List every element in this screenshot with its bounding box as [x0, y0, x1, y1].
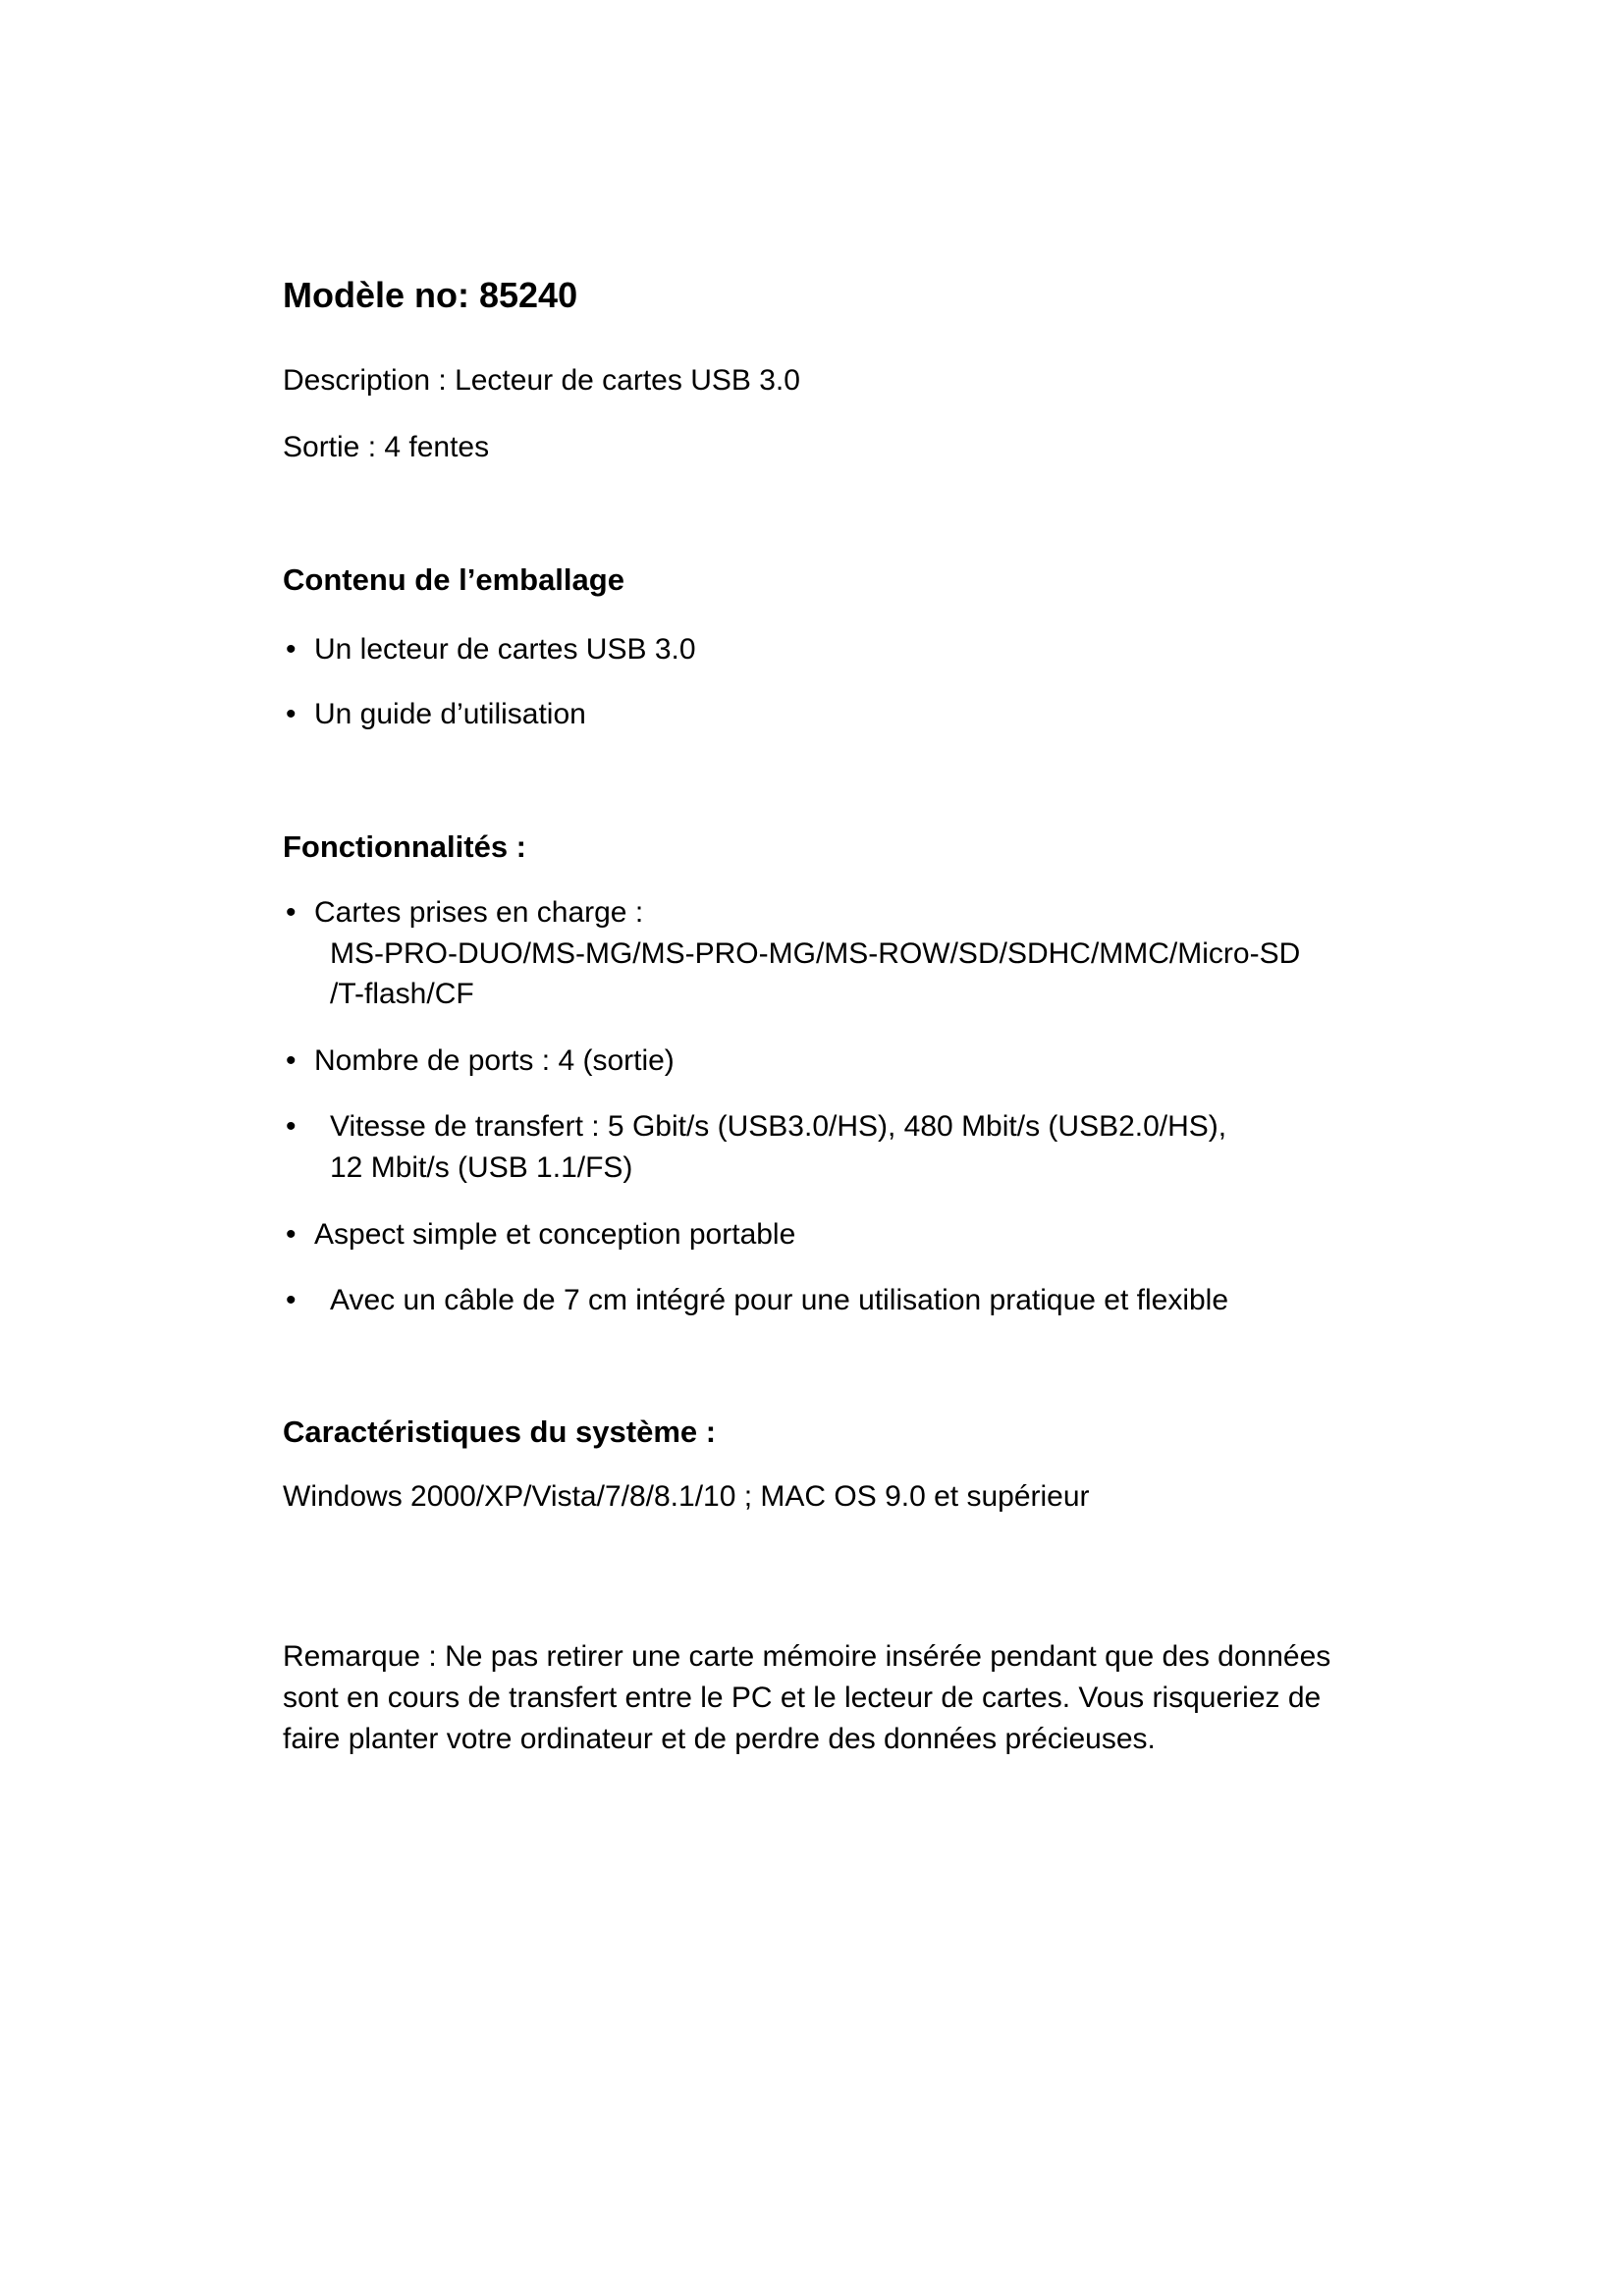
- system-heading: Caractéristiques du système :: [283, 1415, 717, 1449]
- feature-cable: Avec un câble de 7 cm intégré pour une utilisation pratique et flexible: [330, 1284, 1229, 1316]
- bullet-icon: •: [286, 633, 297, 666]
- bullet-icon: •: [286, 698, 297, 730]
- feature-cards-label: Cartes prises en charge :: [314, 896, 644, 929]
- bullet-icon: •: [286, 1284, 297, 1316]
- feature-cards-list: MS-PRO-DUO/MS-MG/MS-PRO-MG/MS-ROW/SD/SDHC/MMC/Micro-SD: [330, 937, 1301, 970]
- feature-speed: Vitesse de transfert : 5 Gbit/s (USB3.0/HS), 480 Mbit/s (USB2.0/HS),: [330, 1110, 1227, 1143]
- feature-design: Aspect simple et conception portable: [314, 1218, 796, 1251]
- feature-speed-cont: 12 Mbit/s (USB 1.1/FS): [330, 1151, 633, 1184]
- model-title: Modèle no: 85240: [283, 275, 578, 315]
- package-item-reader: Un lecteur de cartes USB 3.0: [314, 633, 696, 666]
- feature-cards-list-cont: /T-flash/CF: [330, 978, 474, 1010]
- package-item-guide: Un guide d’utilisation: [314, 698, 586, 730]
- bullet-icon: •: [286, 896, 297, 929]
- package-heading: Contenu de l’emballage: [283, 562, 624, 597]
- bullet-icon: •: [286, 1044, 297, 1077]
- bullet-icon: •: [286, 1110, 297, 1143]
- description-line: Description : Lecteur de cartes USB 3.0: [283, 364, 800, 397]
- bullet-icon: •: [286, 1218, 297, 1251]
- system-requirements: Windows 2000/XP/Vista/7/8/8.1/10 ; MAC OS 9.0 et supérieur: [283, 1480, 1090, 1513]
- output-line: Sortie : 4 fentes: [283, 431, 490, 463]
- features-heading: Fonctionnalités :: [283, 829, 526, 864]
- note-paragraph: Remarque : Ne pas retirer une carte mémoire insérée pendant que des données sont en cours de transfert entre le PC et le lecteur de cartes. Vous risqueriez de faire planter votre ordinateur et de perdre des données précieuses.: [283, 1640, 1331, 1755]
- feature-ports: Nombre de ports : 4 (sortie): [314, 1044, 675, 1077]
